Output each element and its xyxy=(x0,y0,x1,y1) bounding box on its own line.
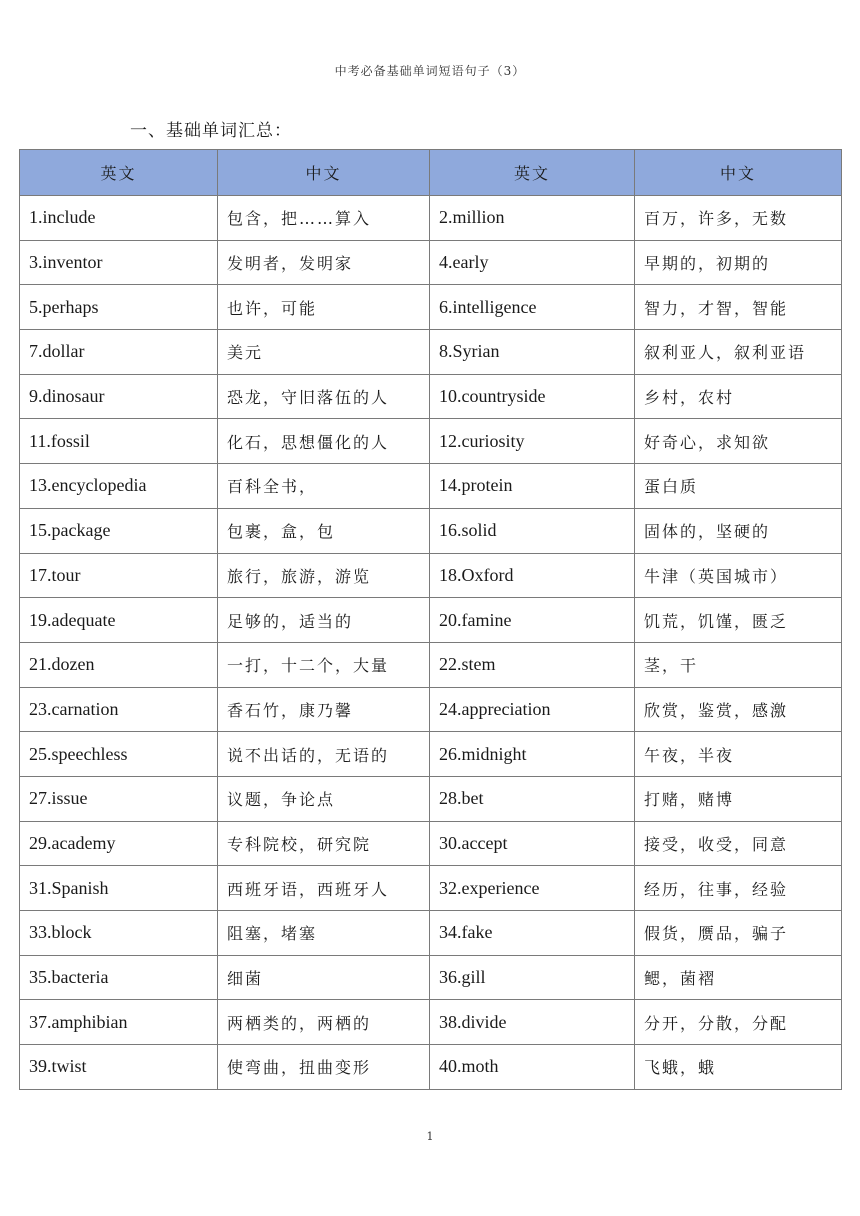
chinese-meaning-cell: 接受，收受，同意 xyxy=(635,821,842,866)
english-word-cell: 7.dollar xyxy=(20,330,218,375)
english-word-cell: 22.stem xyxy=(430,642,635,687)
chinese-meaning-cell: 百科全书， xyxy=(218,464,430,509)
table-row xyxy=(20,419,842,464)
table-row xyxy=(20,732,842,777)
chinese-meaning-cell: 一打，十二个，大量 xyxy=(218,642,430,687)
chinese-meaning-cell: 牛津（英国城市） xyxy=(635,553,842,598)
column-header-english: 英文 xyxy=(430,150,635,196)
table-row xyxy=(20,464,842,509)
chinese-meaning-cell: 智力，才智，智能 xyxy=(635,285,842,330)
english-word-cell: 23.carnation xyxy=(20,687,218,732)
chinese-meaning-cell: 鳃，菌褶 xyxy=(635,955,842,1000)
english-word-cell: 40.moth xyxy=(430,1045,635,1090)
table-row xyxy=(20,687,842,732)
english-word-cell: 39.twist xyxy=(20,1045,218,1090)
table-row xyxy=(20,1000,842,1045)
english-word-cell: 32.experience xyxy=(430,866,635,911)
chinese-meaning-cell: 香石竹，康乃馨 xyxy=(218,687,430,732)
english-word-cell: 34.fake xyxy=(430,911,635,956)
chinese-meaning-cell: 百万，许多，无数 xyxy=(635,196,842,241)
chinese-meaning-cell: 议题，争论点 xyxy=(218,776,430,821)
english-word-cell: 13.encyclopedia xyxy=(20,464,218,509)
english-word-cell: 26.midnight xyxy=(430,732,635,777)
chinese-meaning-cell: 西班牙语，西班牙人 xyxy=(218,866,430,911)
table-row xyxy=(20,955,842,1000)
english-word-cell: 19.adequate xyxy=(20,598,218,643)
table-row xyxy=(20,866,842,911)
english-word-cell: 25.speechless xyxy=(20,732,218,777)
table-header-row xyxy=(20,150,842,196)
section-title: 一、基础单词汇总： xyxy=(130,121,292,141)
table-row xyxy=(20,196,842,241)
vocabulary-table xyxy=(19,149,842,1090)
chinese-meaning-cell: 恐龙，守旧落伍的人 xyxy=(218,374,430,419)
chinese-meaning-cell: 午夜，半夜 xyxy=(635,732,842,777)
chinese-meaning-cell: 欣赏，鉴赏，感激 xyxy=(635,687,842,732)
english-word-cell: 31.Spanish xyxy=(20,866,218,911)
chinese-meaning-cell: 固体的，坚硬的 xyxy=(635,508,842,553)
chinese-meaning-cell: 使弯曲，扭曲变形 xyxy=(218,1045,430,1090)
chinese-meaning-cell: 美元 xyxy=(218,330,430,375)
english-word-cell: 5.perhaps xyxy=(20,285,218,330)
english-word-cell: 20.famine xyxy=(430,598,635,643)
table-row xyxy=(20,598,842,643)
column-header-chinese: 中文 xyxy=(635,150,842,196)
table-row xyxy=(20,642,842,687)
chinese-meaning-cell: 飞蛾，蛾 xyxy=(635,1045,842,1090)
table-row xyxy=(20,821,842,866)
chinese-meaning-cell: 早期的，初期的 xyxy=(635,240,842,285)
chinese-meaning-cell: 经历，往事，经验 xyxy=(635,866,842,911)
english-word-cell: 28.bet xyxy=(430,776,635,821)
column-header-english: 英文 xyxy=(20,150,218,196)
chinese-meaning-cell: 饥荒，饥馑，匮乏 xyxy=(635,598,842,643)
chinese-meaning-cell: 旅行，旅游，游览 xyxy=(218,553,430,598)
chinese-meaning-cell: 化石，思想僵化的人 xyxy=(218,419,430,464)
chinese-meaning-cell: 分开，分散，分配 xyxy=(635,1000,842,1045)
table-row xyxy=(20,911,842,956)
english-word-cell: 16.solid xyxy=(430,508,635,553)
english-word-cell: 14.protein xyxy=(430,464,635,509)
table-row xyxy=(20,330,842,375)
chinese-meaning-cell: 两栖类的，两栖的 xyxy=(218,1000,430,1045)
page-number: 1 xyxy=(426,1130,434,1143)
chinese-meaning-cell: 蛋白质 xyxy=(635,464,842,509)
chinese-meaning-cell: 发明者，发明家 xyxy=(218,240,430,285)
english-word-cell: 11.fossil xyxy=(20,419,218,464)
chinese-meaning-cell: 足够的，适当的 xyxy=(218,598,430,643)
chinese-meaning-cell: 专科院校，研究院 xyxy=(218,821,430,866)
english-word-cell: 2.million xyxy=(430,196,635,241)
column-header-chinese: 中文 xyxy=(218,150,430,196)
chinese-meaning-cell: 好奇心，求知欲 xyxy=(635,419,842,464)
chinese-meaning-cell: 茎，干 xyxy=(635,642,842,687)
table-row xyxy=(20,240,842,285)
table-row xyxy=(20,1045,842,1090)
page-header-title: 中考必备基础单词短语句子（3） xyxy=(334,64,526,78)
english-word-cell: 4.early xyxy=(430,240,635,285)
chinese-meaning-cell: 说不出话的，无语的 xyxy=(218,732,430,777)
chinese-meaning-cell: 假货，赝品，骗子 xyxy=(635,911,842,956)
english-word-cell: 1.include xyxy=(20,196,218,241)
chinese-meaning-cell: 也许，可能 xyxy=(218,285,430,330)
chinese-meaning-cell: 乡村，农村 xyxy=(635,374,842,419)
chinese-meaning-cell: 阻塞，堵塞 xyxy=(218,911,430,956)
english-word-cell: 27.issue xyxy=(20,776,218,821)
english-word-cell: 6.intelligence xyxy=(430,285,635,330)
english-word-cell: 18.Oxford xyxy=(430,553,635,598)
table-row xyxy=(20,374,842,419)
english-word-cell: 30.accept xyxy=(430,821,635,866)
chinese-meaning-cell: 打赌，赌博 xyxy=(635,776,842,821)
english-word-cell: 37.amphibian xyxy=(20,1000,218,1045)
english-word-cell: 9.dinosaur xyxy=(20,374,218,419)
chinese-meaning-cell: 叙利亚人，叙利亚语 xyxy=(635,330,842,375)
table-row xyxy=(20,776,842,821)
english-word-cell: 12.curiosity xyxy=(430,419,635,464)
chinese-meaning-cell: 细菌 xyxy=(218,955,430,1000)
english-word-cell: 36.gill xyxy=(430,955,635,1000)
english-word-cell: 35.bacteria xyxy=(20,955,218,1000)
english-word-cell: 8.Syrian xyxy=(430,330,635,375)
english-word-cell: 29.academy xyxy=(20,821,218,866)
table-row xyxy=(20,508,842,553)
english-word-cell: 15.package xyxy=(20,508,218,553)
table-row xyxy=(20,285,842,330)
english-word-cell: 38.divide xyxy=(430,1000,635,1045)
english-word-cell: 10.countryside xyxy=(430,374,635,419)
english-word-cell: 21.dozen xyxy=(20,642,218,687)
chinese-meaning-cell: 包含，把……算入 xyxy=(218,196,430,241)
english-word-cell: 33.block xyxy=(20,911,218,956)
english-word-cell: 3.inventor xyxy=(20,240,218,285)
english-word-cell: 24.appreciation xyxy=(430,687,635,732)
english-word-cell: 17.tour xyxy=(20,553,218,598)
table-row xyxy=(20,553,842,598)
chinese-meaning-cell: 包裹，盒，包 xyxy=(218,508,430,553)
